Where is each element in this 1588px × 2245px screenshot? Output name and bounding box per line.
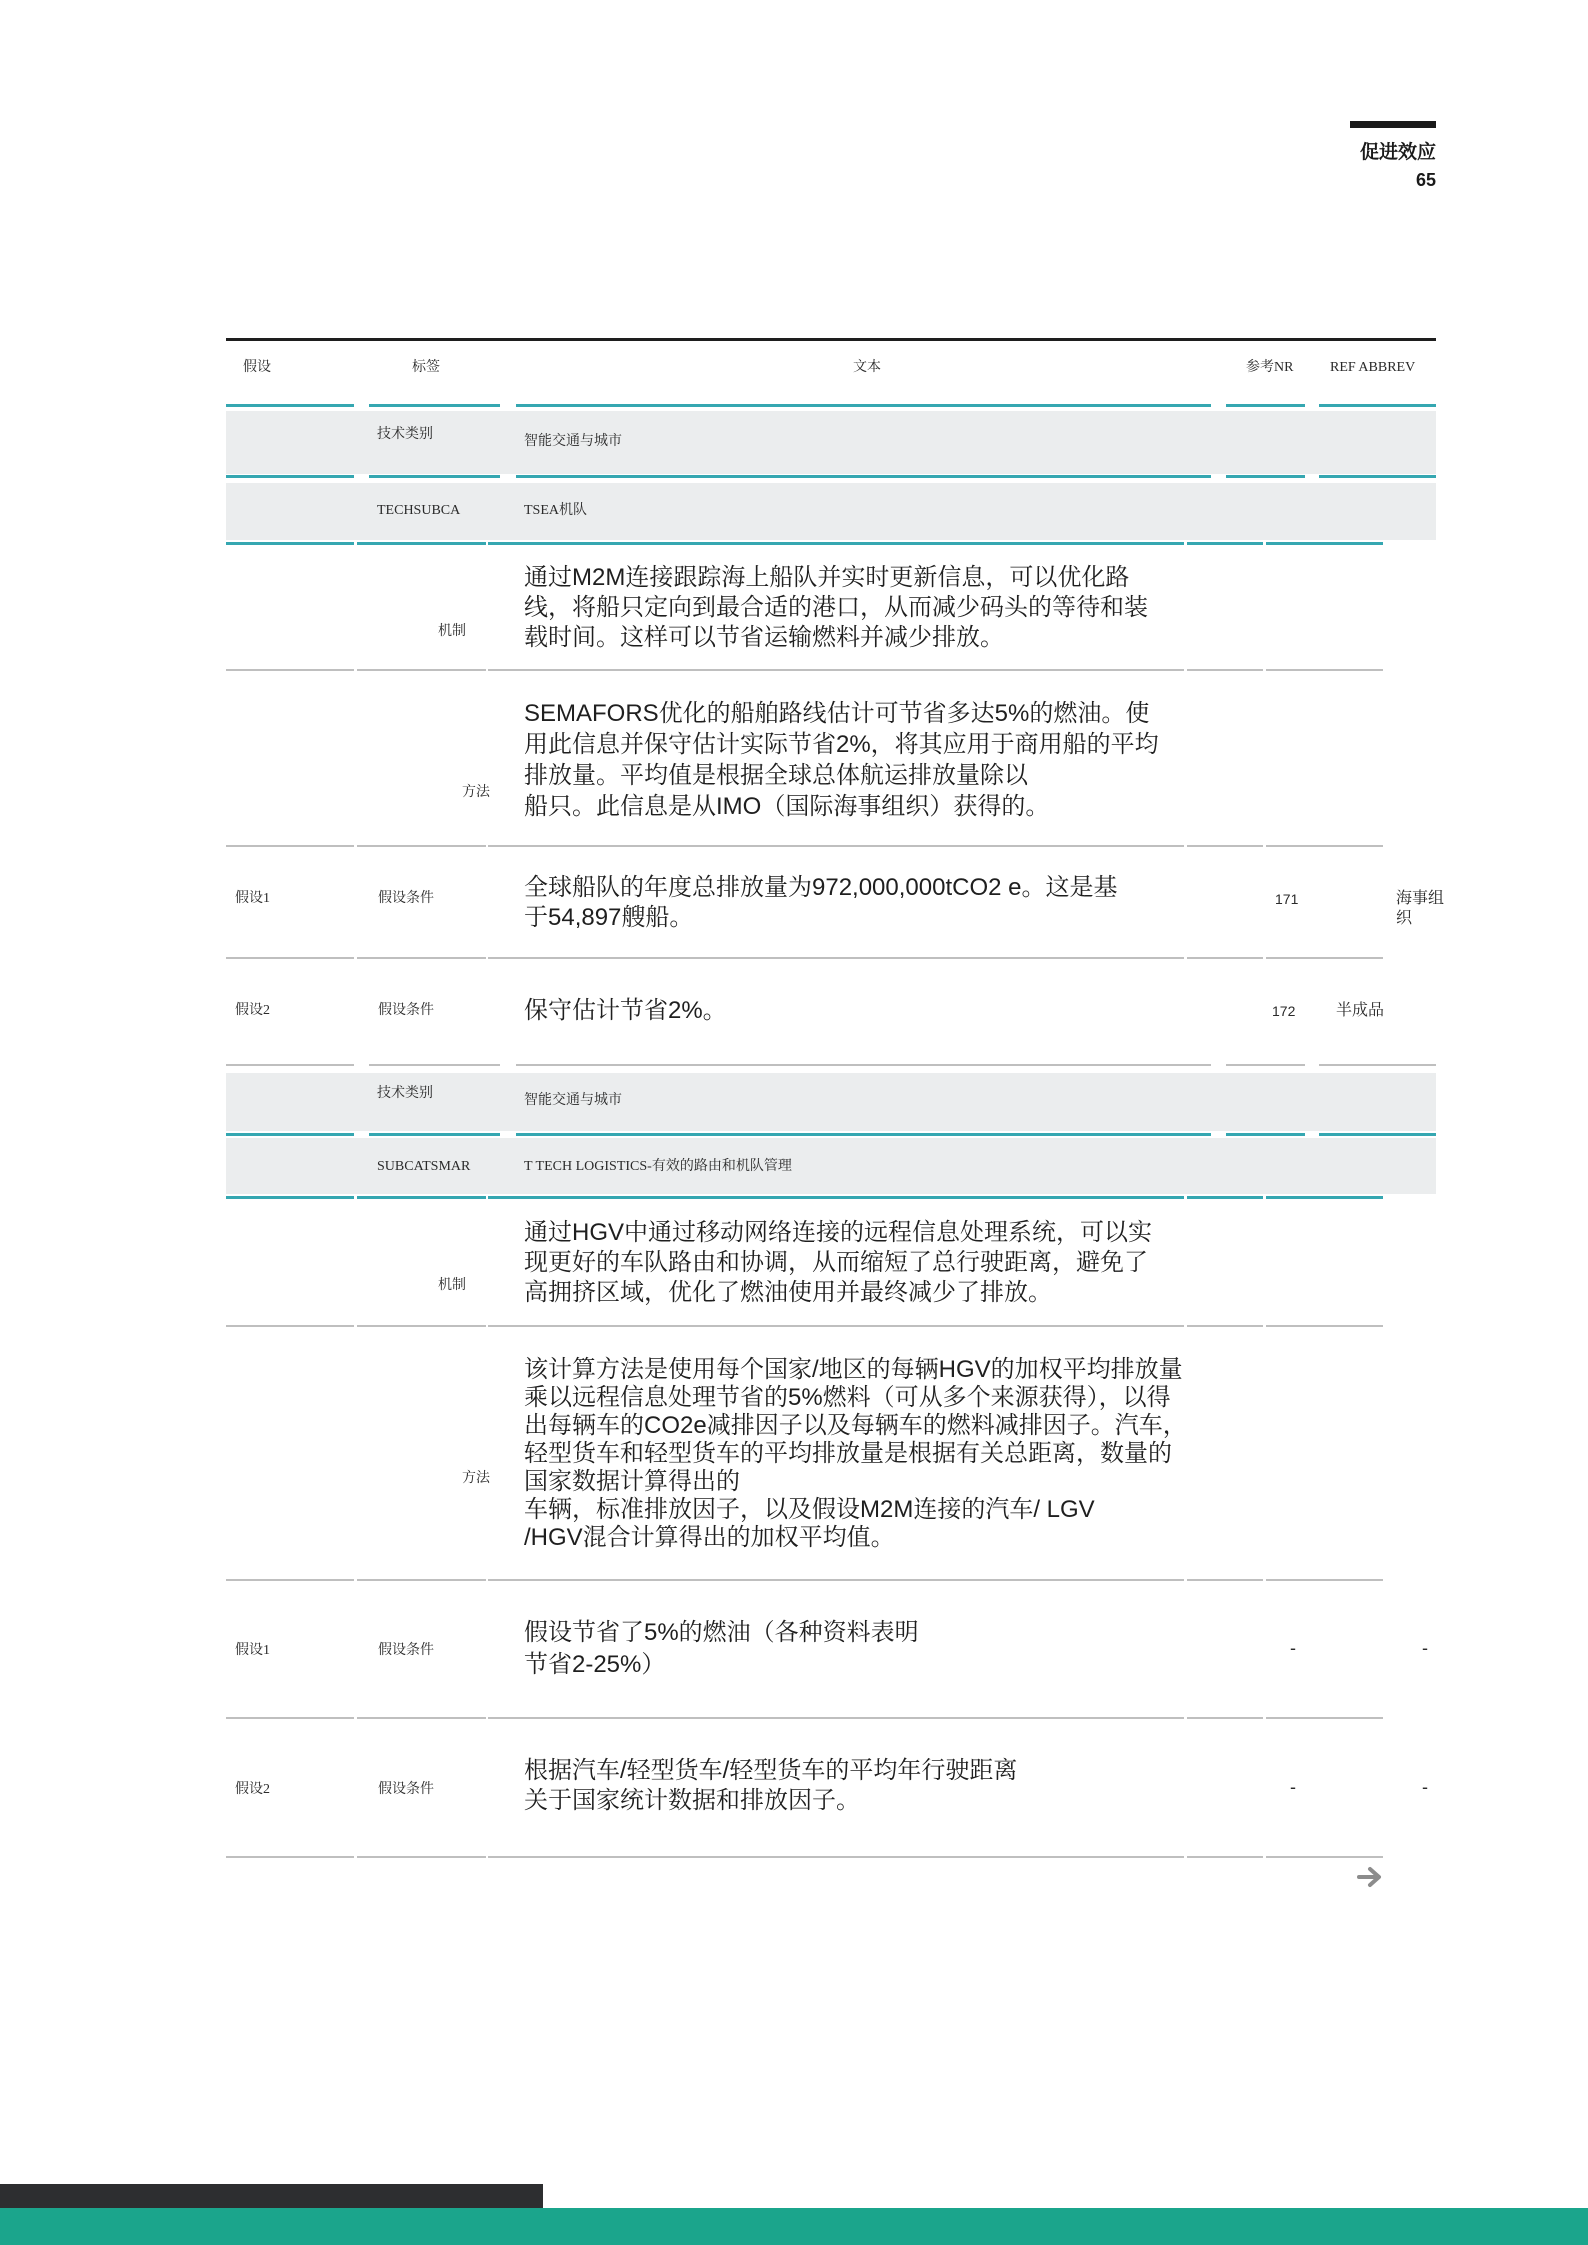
assumption-label: 假设条件: [378, 1003, 434, 1018]
row-divider: [0, 1717, 1588, 1719]
text-line: 用此信息并保守估计实际节省2%，将其应用于商用船的平均: [524, 731, 1159, 758]
subcategory-value: T TECH LOGISTICS-有效的路由和机队管理: [524, 1159, 792, 1174]
ref-nr: -: [1290, 1777, 1296, 1797]
assumption-label: 假设条件: [378, 891, 434, 906]
category-label: 技术类别: [377, 1086, 433, 1101]
row-divider: [0, 669, 1588, 671]
ref-nr: -: [1290, 1638, 1296, 1658]
ref-abbrev: 海事组织: [1396, 890, 1445, 927]
mechanism-label: 机制: [438, 1278, 466, 1293]
text-line: /HGV混合计算得出的加权平均值。: [524, 1524, 895, 1551]
footer-teal-bar: [0, 2208, 1588, 2245]
text-line: 乘以远程信息处理节省的5%燃料（可从多个来源获得），以得: [524, 1384, 1171, 1411]
ref-nr: 171: [1275, 891, 1299, 907]
mechanism-text: [524, 1218, 1152, 1308]
text-line: 现更好的车队路由和协调，从而缩短了总行驶距离，避免了: [524, 1249, 1148, 1276]
method-label: 方法: [462, 785, 490, 800]
table-top-rule: [226, 338, 1436, 341]
text-line: 该计算方法是使用每个国家/地区的每辆HGV的加权平均排放量: [524, 1356, 1183, 1383]
assumption-id: 假设1: [235, 891, 270, 906]
text-line: 排放量。平均值是根据全球总体航运排放量除以: [524, 762, 1028, 789]
method-label: 方法: [462, 1471, 490, 1486]
arrow-right-icon: [1356, 1865, 1384, 1889]
text-line: 全球船队的年度总排放量为972,000,000tCO2 e。这是基: [524, 874, 1118, 901]
ref-abbrev: -: [1422, 1638, 1428, 1658]
text-line: 高拥挤区域，优化了燃油使用并最终减少了排放。: [524, 1279, 1052, 1306]
text-line: 通过HGV中通过移动网络连接的远程信息处理系统，可以实: [524, 1219, 1153, 1246]
assumption-id: 假设1: [235, 1643, 270, 1658]
text-line: 船只。此信息是从IMO（国际海事组织）获得的。: [524, 793, 1050, 820]
section-title: 促进效应: [1359, 142, 1436, 163]
text-line: 出每辆车的CO2e减排因子以及每辆车的燃料减排因子。汽车，: [524, 1412, 1187, 1439]
page-number: 65: [1415, 170, 1436, 190]
table-bottom-rule: [0, 1856, 1588, 1858]
text-line: 根据汽车/轻型货车/轻型货车的平均年行驶距离: [524, 1757, 1018, 1784]
category-label: 技术类别: [377, 427, 433, 442]
assumption-id: 假设2: [235, 1782, 270, 1797]
text-line: 载时间。这样可以节省运输燃料并减少排放。: [524, 624, 1004, 651]
method-text: [524, 698, 1159, 822]
text-line: 关于国家统计数据和排放因子。: [524, 1787, 860, 1814]
text-line: 通过M2M连接跟踪海上船队并实时更新信息，可以优化路: [524, 564, 1130, 591]
text-line: 于54,897艘船。: [524, 904, 694, 931]
row-divider: [0, 1579, 1588, 1581]
subcategory-row-underline: [0, 1196, 1588, 1199]
column-header-ref-abbrev: REF ABBREV: [1330, 360, 1416, 375]
assumption-text: [524, 1756, 1017, 1816]
column-header-ref-nr: 参考NR: [1246, 360, 1294, 375]
text-line: 车辆，标准排放因子，以及假设M2M连接的汽车/ LGV: [524, 1496, 1095, 1523]
mechanism-text: [524, 563, 1148, 653]
text-line: 国家数据计算得出的: [524, 1468, 740, 1495]
row-divider: [0, 957, 1588, 959]
category-value: 智能交通与城市: [524, 434, 622, 449]
assumption-id: 假设2: [235, 1003, 270, 1018]
assumption-text: [524, 1617, 919, 1681]
header-accent-bar: [1350, 121, 1436, 128]
row-divider: [0, 845, 1588, 847]
text-line: 保守估计节省2%。: [524, 997, 727, 1024]
footer-dark-bar: [0, 2184, 543, 2208]
subcategory-value: TSEA机队: [524, 503, 587, 518]
text-line: 轻型货车和轻型货车的平均排放量是根据有关总距离，数量的: [524, 1440, 1172, 1467]
assumption-text: [524, 873, 1118, 933]
ref-abbrev: -: [1422, 1777, 1428, 1797]
text-line: 假设节省了5%的燃油（各种资料表明: [524, 1619, 919, 1646]
column-header-assumption: 假设: [243, 360, 271, 375]
category-row-underline: [0, 1133, 1588, 1136]
method-text: [524, 1356, 1187, 1552]
ref-nr: 172: [1272, 1003, 1296, 1019]
text-line: SEMAFORS优化的船舶路线估计可节省多达5%的燃油。使: [524, 700, 1150, 727]
assumption-text: [524, 996, 727, 1026]
category-row-underline: [0, 475, 1588, 478]
column-header-underline: [0, 404, 1588, 407]
category-value: 智能交通与城市: [524, 1093, 622, 1108]
subcategory-label: SUBCATSMAR: [377, 1159, 471, 1174]
subcategory-label: TECHSUBCA: [377, 503, 461, 518]
column-header-label: 标签: [412, 360, 440, 375]
column-header-text: 文本: [853, 360, 881, 375]
ref-abbrev: 半成品: [1336, 1002, 1385, 1019]
text-line: 线，将船只定向到最合适的港口，从而减少码头的等待和装: [524, 594, 1148, 621]
mechanism-label: 机制: [438, 624, 466, 639]
assumption-label: 假设条件: [378, 1782, 434, 1797]
row-divider: [0, 1325, 1588, 1327]
text-line: 节省2-25%）: [524, 1651, 666, 1678]
subcategory-row-underline: [0, 542, 1588, 545]
assumption-label: 假设条件: [378, 1643, 434, 1658]
group-divider: [0, 1064, 1588, 1066]
